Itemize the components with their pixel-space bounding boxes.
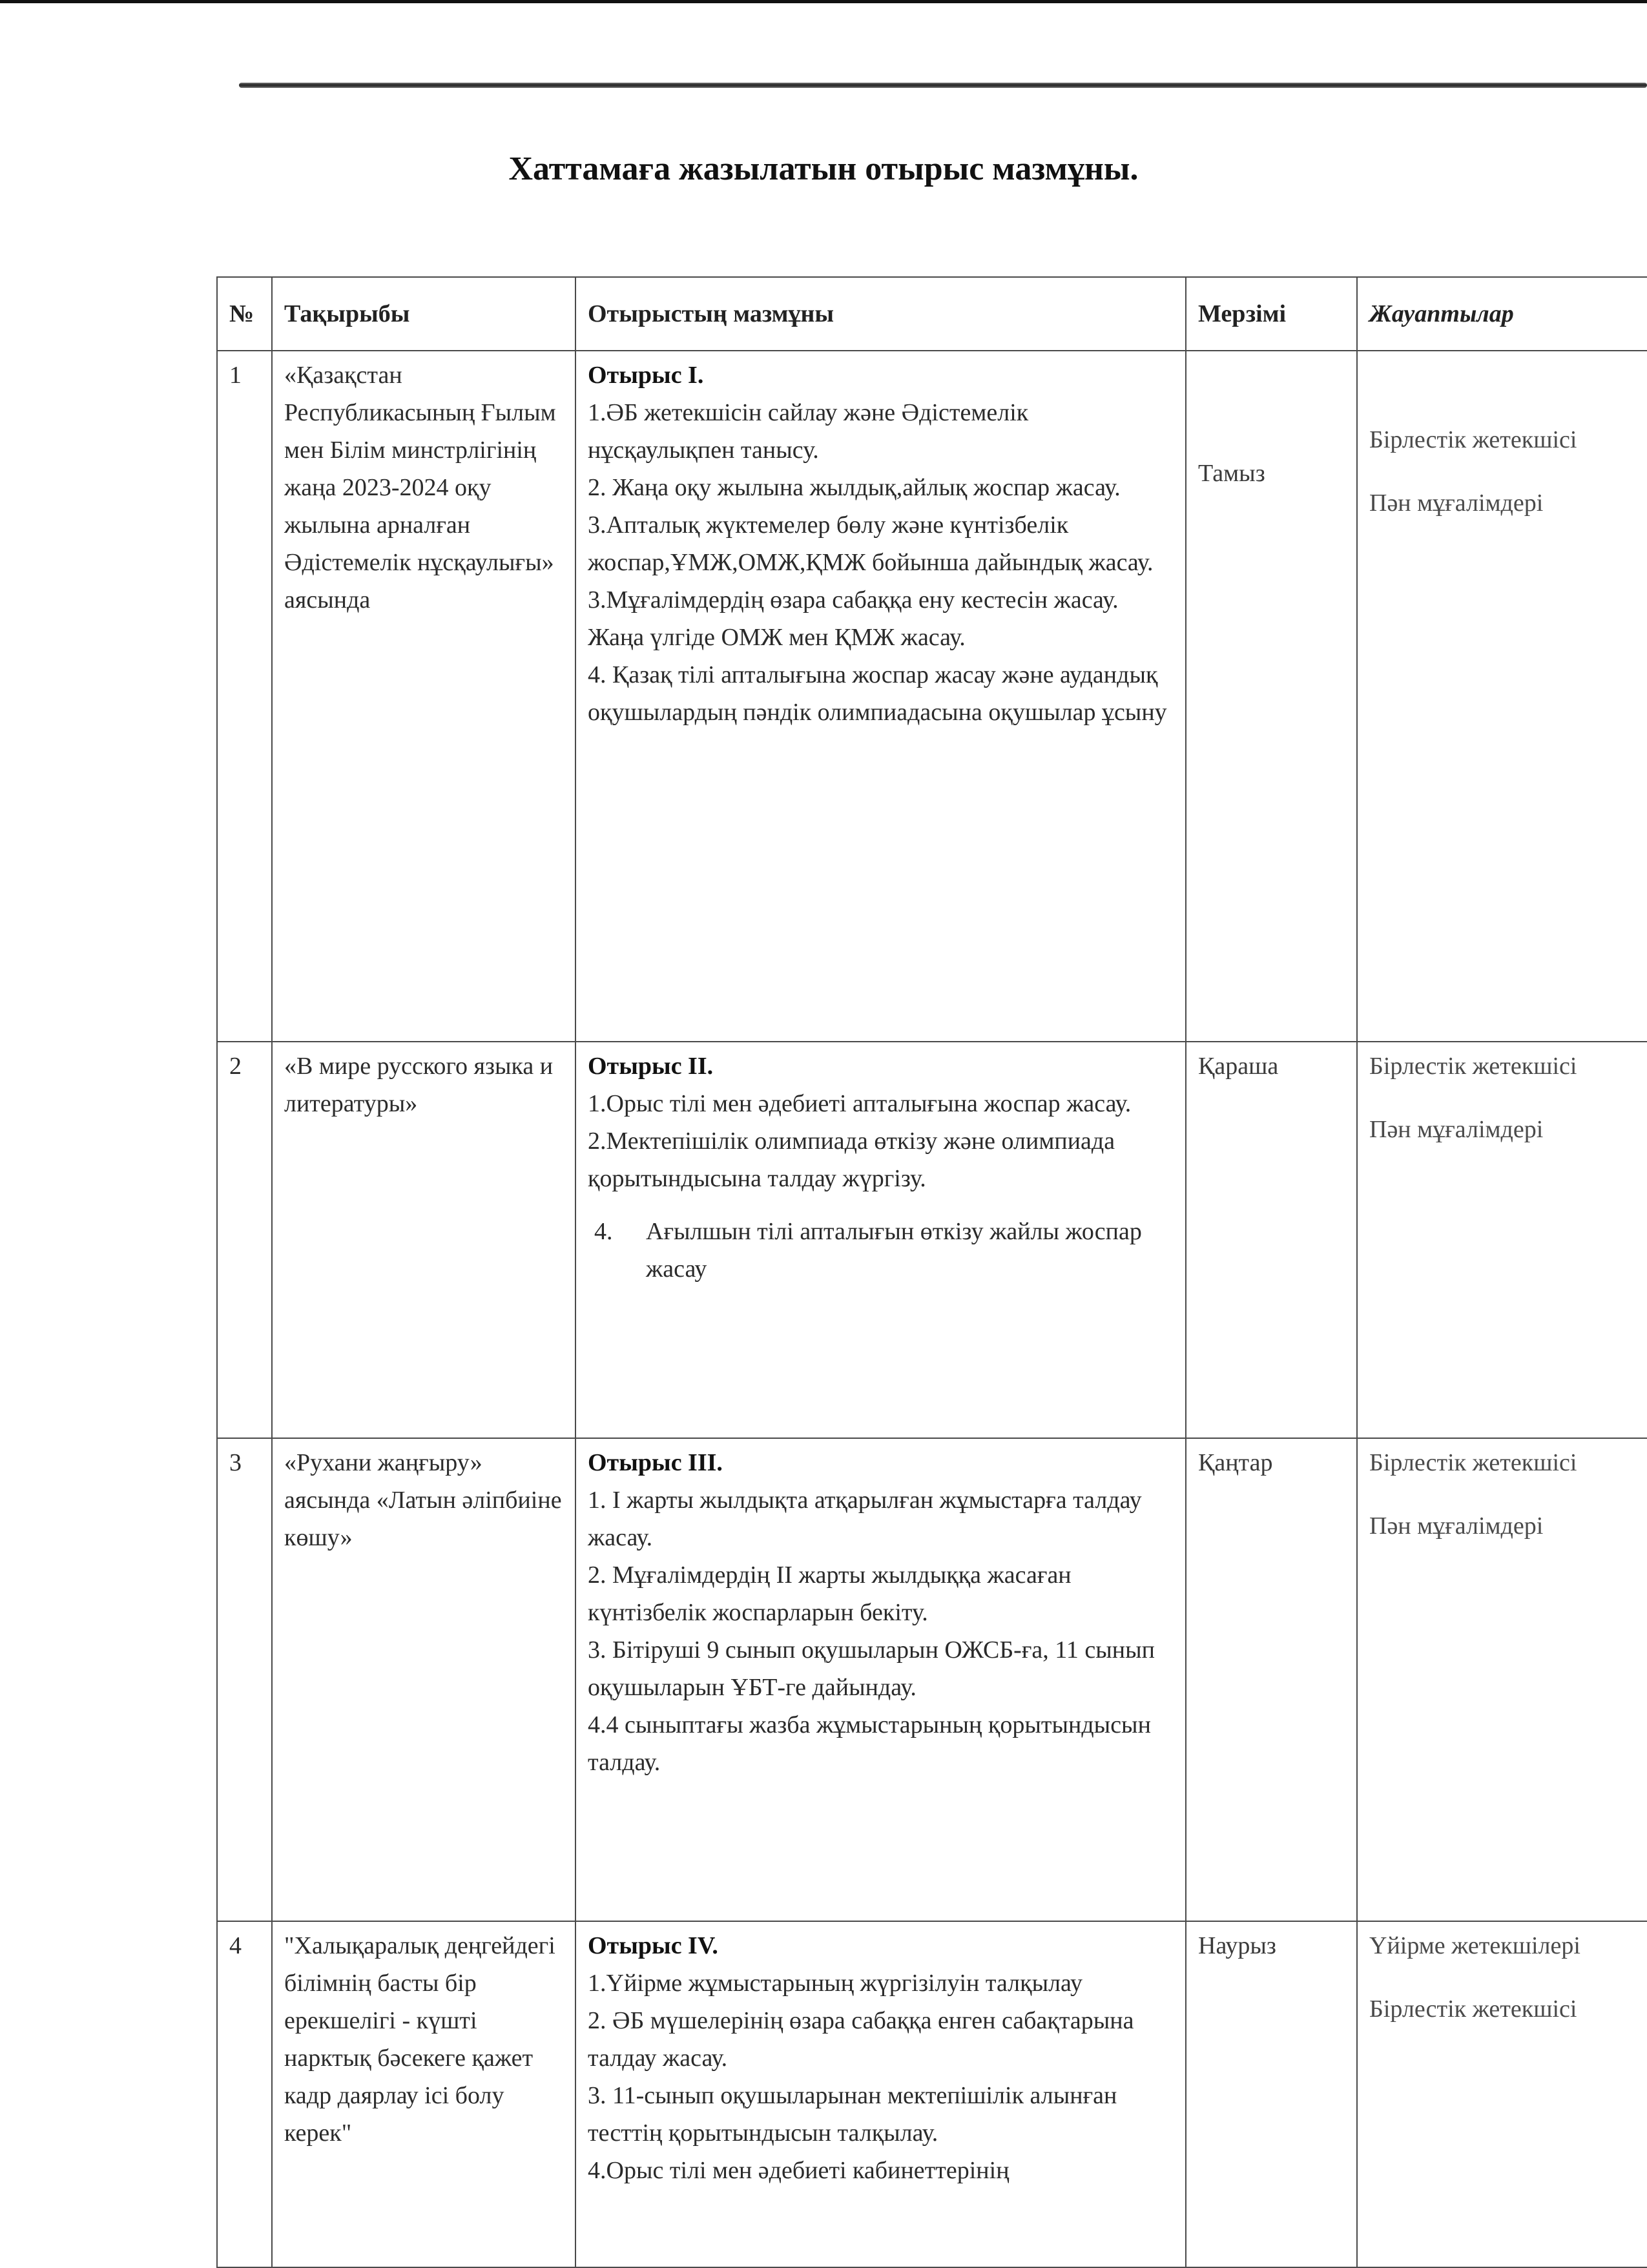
item-number: 4. — [594, 1218, 613, 1245]
responsible-person: Пән мұғалімдері — [1369, 490, 1544, 517]
scan-top-edge — [0, 0, 1647, 3]
row-content — [575, 1921, 1186, 2267]
row-number: 4 — [217, 1921, 272, 2267]
header-responsible: Жауаптылар — [1357, 277, 1647, 351]
item-text: Ағылшын тілі апталығын өткізу жайлы жоспар жасау — [646, 1218, 1142, 1283]
row-number: 3 — [217, 1438, 272, 1921]
content-item: 3.Мұғалімдердің өзара сабаққа ену кестесін жасау. Жаңа үлгіде ОМЖ мен ҚМЖ жасау. — [588, 586, 1119, 651]
content-item: 1.Үйірме жұмыстарының жүргізілуін талқылау — [588, 1970, 1082, 1997]
row-date: Наурыз — [1186, 1921, 1357, 2267]
table-row — [217, 351, 1647, 1042]
content-item: 2. Мұғалімдердің ІІ жарты жылдыққа жасаған күнтізбелік жоспарларын бекіту. — [588, 1562, 1072, 1626]
content-item: 1.Орыс тілі мен әдебиеті апталығына жоспар жасау. — [588, 1090, 1132, 1117]
table-row — [217, 1438, 1647, 1921]
content-item: 1. І жарты жылдықта атқарылған жұмыстарға талдау жасау. — [588, 1487, 1142, 1551]
meeting-plan-table — [216, 276, 1647, 2268]
table-row — [217, 1042, 1647, 1438]
content-item: 2.Мектепішілік олимпиада өткізу және олимпиада қорытындысына талдау жүргізу. — [588, 1128, 1115, 1192]
content-item: 1.ӘБ жетекшісін сайлау және Әдістемелік нұсқаулықпен танысу. — [588, 399, 1029, 464]
responsible-person: Пән мұғалімдері — [1369, 1116, 1544, 1143]
header-date: Мерзімі — [1186, 277, 1357, 351]
session-title: Отырыс І. — [588, 362, 704, 389]
row-content — [575, 1042, 1186, 1438]
responsible-person: Бірлестік жетекшісі — [1369, 1053, 1577, 1080]
content-item: 3.Апталық жүктемелер бөлу және күнтізбелік жоспар,ҰМЖ,ОМЖ,ҚМЖ бойынша дайындық жасау. — [588, 511, 1154, 576]
content-item: 2. Жаңа оқу жылына жылдық,айлық жоспар жасау. — [588, 474, 1121, 501]
content-item: 3. 11-сынып оқушыларынан мектепішілік алынған тесттің қорытындысын талқылау. — [588, 2082, 1117, 2147]
row-responsible — [1357, 1438, 1647, 1921]
table-row — [217, 1921, 1647, 2267]
row-responsible — [1357, 351, 1647, 1042]
header-content: Отырыстың мазмұны — [575, 277, 1186, 351]
row-date: Қараша — [1186, 1042, 1357, 1438]
row-date: Қаңтар — [1186, 1438, 1357, 1921]
row-date: Тамыз — [1186, 351, 1357, 1042]
responsible-person: Бірлестік жетекшісі — [1369, 426, 1577, 453]
scan-artifact-line — [239, 83, 1647, 88]
header-no: № — [217, 277, 272, 351]
numbered-content-item — [588, 1213, 1177, 1288]
session-title: Отырыс ІV. — [588, 1932, 718, 1959]
content-item: 4. Қазақ тілі апталығына жоспар жасау және аудандық оқушылардың пәндік олимпиадасына оқушылар ұсыну — [588, 661, 1167, 726]
responsible-person: Бірлестік жетекшісі — [1369, 1995, 1577, 2023]
content-item: 2. ӘБ мүшелерінің өзара сабаққа енген сабақтарына талдау жасау. — [588, 2007, 1134, 2072]
session-title: Отырыс ІІІ. — [588, 1449, 723, 1476]
row-responsible — [1357, 1042, 1647, 1438]
content-item: 4.4 сыныптағы жазба жұмыстарының қорытындысын талдау. — [588, 1711, 1151, 1776]
row-content — [575, 1438, 1186, 1921]
responsible-person: Бірлестік жетекшісі — [1369, 1449, 1577, 1476]
content-item: 4.Орыс тілі мен әдебиеті кабинеттерінің — [588, 2157, 1010, 2184]
row-topic: "Халықаралық деңгейдегі білімнің басты бір ерекшелігі - күшті нарктық бәсекеге қажет кадр даярлау ісі болу керек" — [272, 1921, 575, 2267]
row-topic: «Қазақстан Республикасының Ғылым мен Білім минстрлігінің жаңа 2023-2024 оқу жылына арналған Әдістемелік нұсқаулығы» аясында — [272, 351, 575, 1042]
session-title: Отырыс ІІ. — [588, 1053, 714, 1080]
row-content — [575, 351, 1186, 1042]
responsible-person: Пән мұғалімдері — [1369, 1512, 1544, 1540]
content-item: 3. Бітіруші 9 сынып оқушыларын ОЖСБ-ға, 11 сынып оқушыларын ҰБТ-ге дайындау. — [588, 1636, 1155, 1701]
header-topic: Тақырыбы — [272, 277, 575, 351]
row-topic: «В мире русского языка и литературы» — [272, 1042, 575, 1438]
table-header-row — [217, 277, 1647, 351]
document-title: Хаттамаға жазылатын отырыс мазмұны. — [508, 150, 1139, 187]
row-number: 1 — [217, 351, 272, 1042]
responsible-person: Үйірме жетекшілері — [1369, 1932, 1580, 1959]
row-responsible — [1357, 1921, 1647, 2267]
row-topic: «Рухани жаңғыру» аясында «Латын әліпбиіне көшу» — [272, 1438, 575, 1921]
row-number: 2 — [217, 1042, 272, 1438]
